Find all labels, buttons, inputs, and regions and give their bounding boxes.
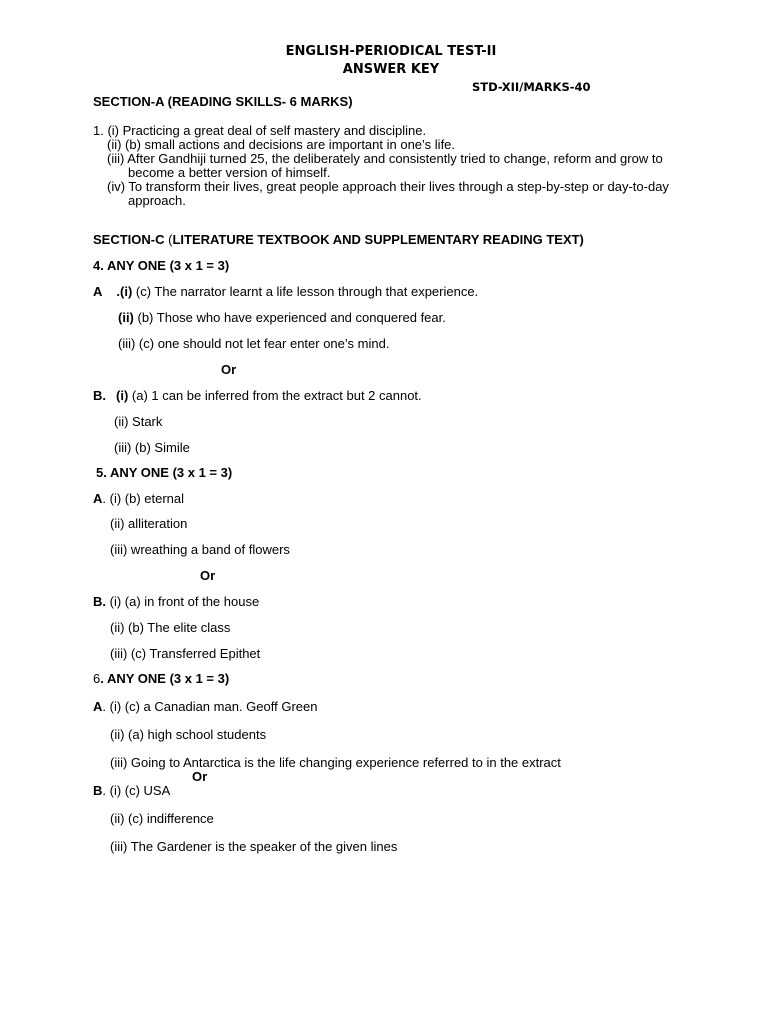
answer-text: (a) 1 can be inferred from the extract but 2 cannot.: [128, 388, 422, 403]
q6-a-i: [93, 699, 317, 714]
q6-b-ii: (ii) (c) indifference: [110, 811, 214, 826]
q4-a-iii: (iii) (c) one should not let fear enter one’s mind.: [118, 336, 390, 351]
answer-text: . (i) (c) a Canadian man. Geoff Green: [102, 699, 318, 714]
or-divider: Or: [192, 769, 208, 784]
answer-text: . (i) (c) USA: [102, 783, 171, 798]
q6-b-i: [93, 783, 170, 798]
item-number: (ii): [118, 310, 134, 325]
q4-b-ii: (ii) Stark: [114, 414, 163, 429]
or-divider: Or: [200, 568, 216, 583]
q4-b-i: [93, 388, 422, 403]
q6-a-ii: (ii) (a) high school students: [110, 727, 267, 742]
item-number: .(i): [116, 284, 133, 299]
option-label: B: [93, 783, 103, 798]
question-heading-text: . ANY ONE (3 x 1 = 3): [100, 671, 230, 686]
section-c-heading-part: LITERATURE TEXTBOOK AND SUPPLEMENTARY READING TEXT): [172, 232, 584, 247]
answer-text: (c) The narrator learnt a life lesson through that experience.: [132, 284, 479, 299]
q1-line: (iv) To transform their lives, great people approach their lives through a step-by-step or day-to-day: [107, 179, 669, 194]
option-label: B.: [93, 594, 106, 609]
q4-b-iii: (iii) (b) Simile: [114, 440, 190, 455]
q5-a-i: [93, 491, 184, 506]
q1-line: approach.: [128, 193, 186, 208]
document-subtitle: ANSWER KEY: [342, 62, 440, 77]
section-c-heading: [93, 232, 584, 247]
q5-a-ii: (ii) alliteration: [110, 516, 188, 531]
document-title: ENGLISH-PERIODICAL TEST-II: [285, 44, 497, 59]
option-label: A: [93, 491, 103, 506]
item-number: (i): [116, 388, 129, 403]
answer-text: (b) Those who have experienced and conquered fear.: [133, 310, 446, 325]
option-label: A: [93, 284, 103, 299]
answer-text: . (i) (b) eternal: [102, 491, 185, 506]
q6-heading: [93, 671, 229, 686]
answer-text: (i) (a) in front of the house: [106, 594, 260, 609]
section-c-heading-part: SECTION-C: [93, 232, 165, 247]
q4-heading: 4. ANY ONE (3 x 1 = 3): [93, 258, 230, 273]
q5-heading: 5. ANY ONE (3 x 1 = 3): [96, 465, 233, 480]
std-marks-label: STD-XII/MARKS-40: [472, 80, 591, 94]
q1-line: become a better version of himself.: [128, 165, 331, 180]
q4-a-ii: [118, 310, 446, 325]
q5-b-i: [93, 594, 259, 609]
or-divider: Or: [221, 362, 237, 377]
q6-a-iii: (iii) Going to Antarctica is the life changing experience referred to in the extract: [110, 755, 561, 770]
section-c-heading-part: (: [164, 232, 173, 247]
q4-a-i: [93, 284, 478, 299]
option-label: A: [93, 699, 103, 714]
q5-b-ii: (ii) (b) The elite class: [110, 620, 231, 635]
section-a-heading: SECTION-A (READING SKILLS- 6 MARKS): [93, 94, 353, 109]
option-label: B.: [93, 388, 106, 403]
q1-line: (iii) After Gandhiji turned 25, the deliberately and consistently tried to change, reform and grow to: [107, 151, 663, 166]
q5-a-iii: (iii) wreathing a band of flowers: [110, 542, 290, 557]
q6-b-iii: (iii) The Gardener is the speaker of the given lines: [110, 839, 398, 854]
q1-line: (ii) (b) small actions and decisions are important in one’s life.: [107, 137, 456, 152]
q1-line: 1. (i) Practicing a great deal of self mastery and discipline.: [93, 123, 427, 138]
question-number: 6: [93, 671, 101, 686]
q5-b-iii: (iii) (c) Transferred Epithet: [110, 646, 261, 661]
